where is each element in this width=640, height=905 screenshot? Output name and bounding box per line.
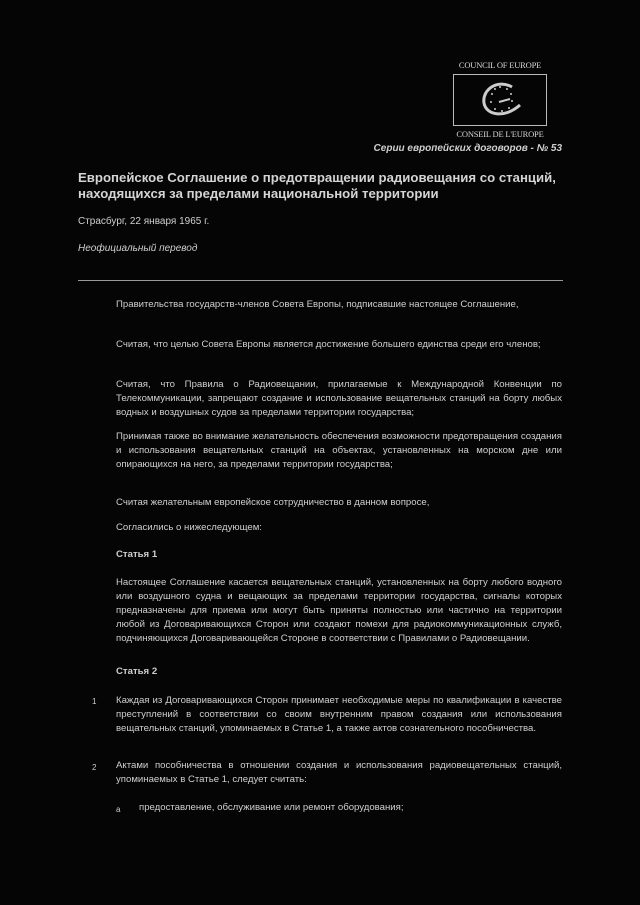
council-of-europe-logo — [450, 60, 550, 139]
divider — [78, 280, 563, 281]
logo-top-text: COUNCIL OF EUROPE — [458, 60, 542, 70]
article-2-subitem: предоставление, обслуживание или ремонт оборудования; — [139, 802, 404, 813]
translation-note: Неофициальный перевод — [78, 243, 198, 254]
article-1-text: Настоящее Соглашение касается вещательных станций, установленных на борту любого водного или воздушного судна и вещающих за пределами территории государства, сигналы которых предназначены для приема или могут быть приняты полностью или частично на территории любой из Договаривающихся Сторон или создают помехи для радиокоммуникационных служб, подчиняющихся Договаривающейся Стороне в соответствии с Правилами о Радиовещании. — [116, 577, 562, 644]
preamble-paragraph: Считая, что целью Совета Европы является достижение большего единства среди его членов; — [116, 339, 541, 350]
preamble-paragraph: Правительства государств-членов Совета Европы, подписавшие настоящее Соглашение, — [116, 299, 519, 310]
stars-circle-icon — [454, 75, 546, 125]
item-number: 2 — [92, 763, 97, 772]
article-2-heading: Статья 2 — [116, 666, 158, 677]
logo-bottom-text: CONSEIL DE L'EUROPE — [456, 129, 544, 139]
document-date: Страсбург, 22 января 1965 г. — [78, 216, 210, 227]
subitem-letter: a — [116, 805, 121, 814]
article-2-item: Каждая из Договаривающихся Сторон принимает необходимые меры по квалификации в качестве преступлений в соответствии со своим внутренним правом создания или использования вещательных станций, упоминаемых в Статье 1, а также актов сознательного пособничества. — [116, 695, 562, 734]
preamble-paragraph: Считая, что Правила о Радиовещании, прилагаемые к Международной Конвенции по Телекоммуникации, запрещают создание и использование вещательных станций на борту любых водных и воздушных судов за пределами территории государства; — [116, 379, 562, 418]
preamble-paragraph: Согласились о нижеследующем: — [116, 522, 262, 533]
item-number: 1 — [92, 697, 97, 706]
preamble-paragraph: Принимая также во внимание желательность обеспечения возможности предотвращения создания и использования вещательных станций на объектах, установленных на морском дне или опирающихся на него, за пределами территории государства; — [116, 431, 562, 470]
article-1-heading: Статья 1 — [116, 549, 158, 560]
logo-emblem — [453, 74, 547, 126]
document-title: Европейское Соглашение о предотвращении радиовещания со станций, находящихся за пределами национальной территории — [78, 170, 556, 201]
article-2-item: Актами пособничества в отношении создания и использования радиовещательных станций, упоминаемых в Статье 1, следует считать: — [116, 760, 562, 785]
preamble-paragraph: Считая желательным европейское сотрудничество в данном вопросе, — [116, 497, 430, 508]
treaty-series: Серии европейских договоров - № 53 — [373, 143, 562, 154]
